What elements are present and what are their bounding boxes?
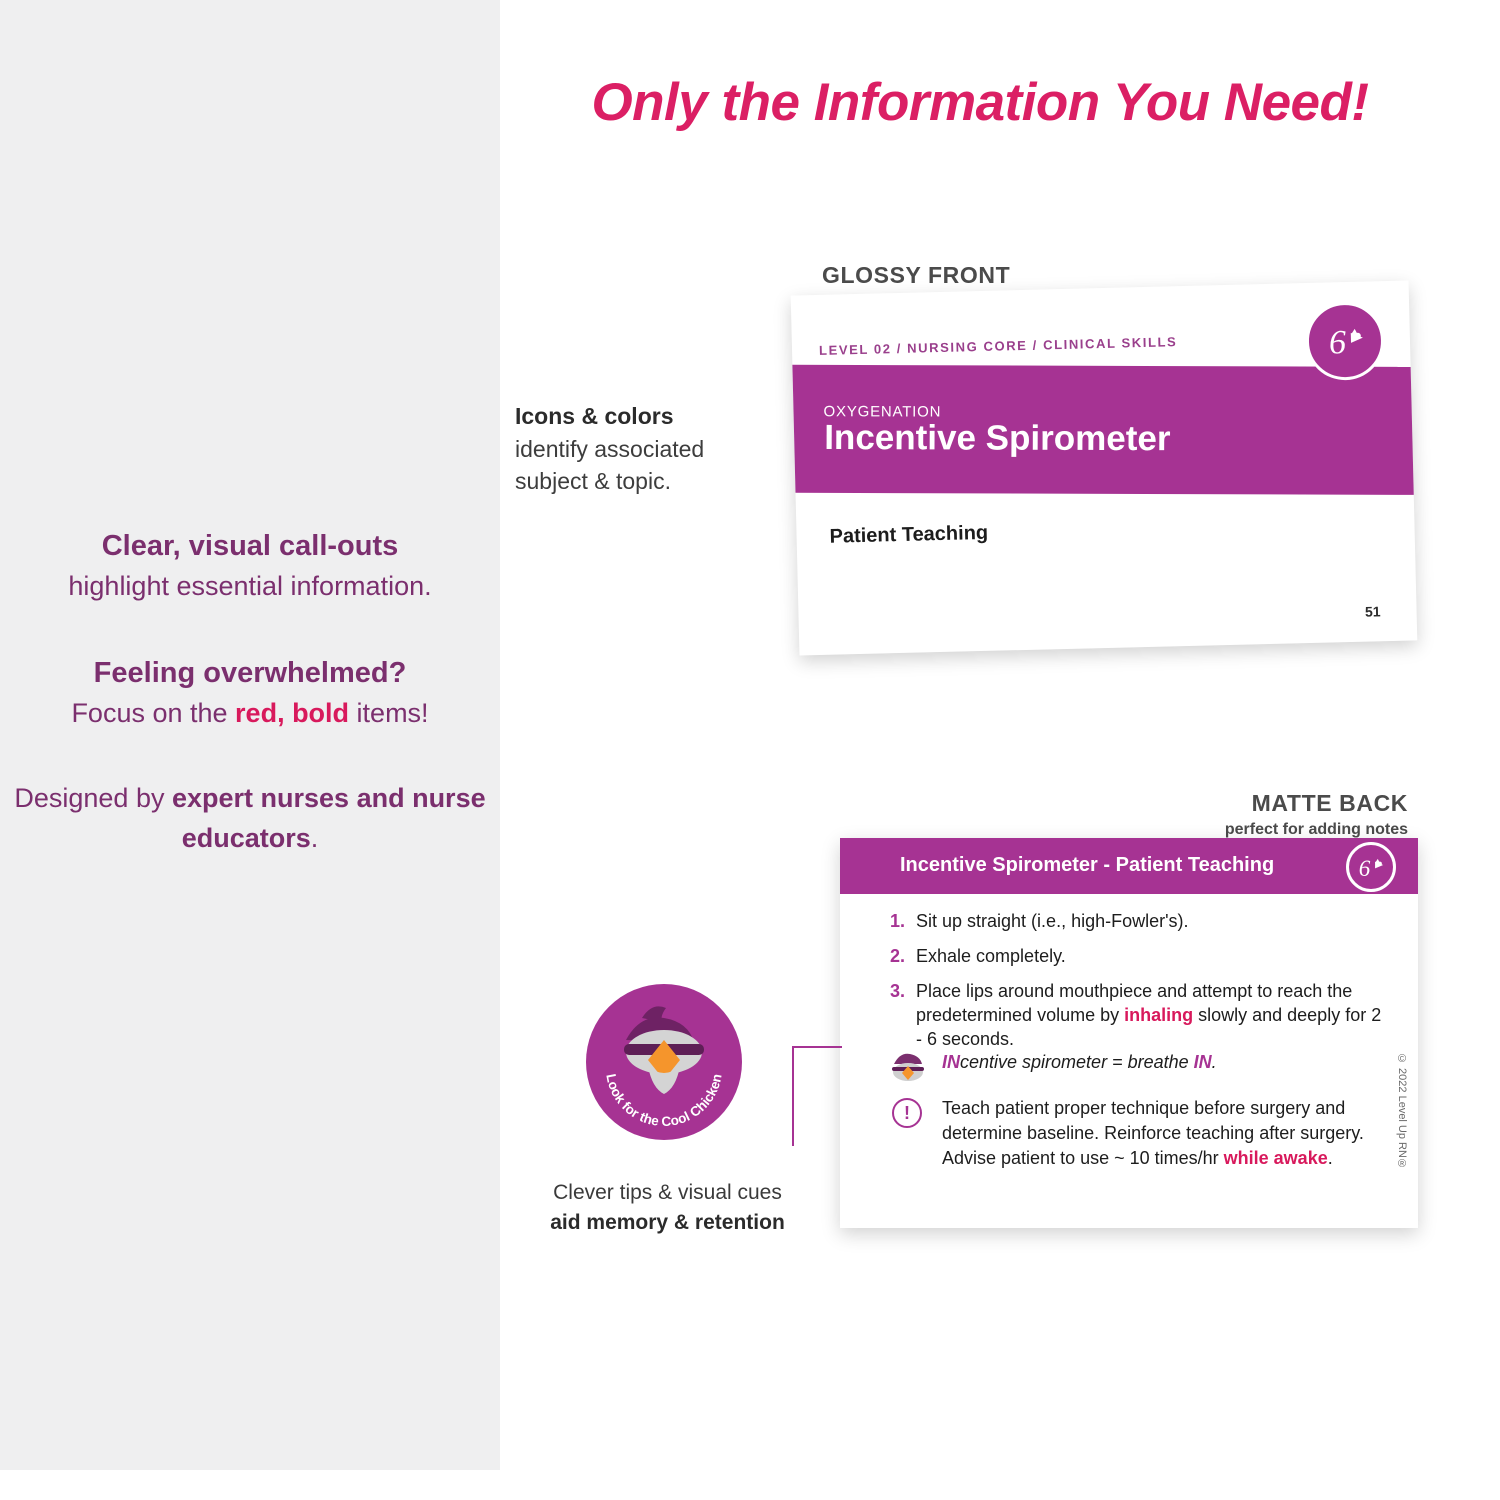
cool-chicken-icon — [886, 1050, 930, 1084]
alert-text-after: . — [1327, 1147, 1333, 1168]
step-number: 3. — [890, 980, 906, 1001]
flashcard-back — [840, 838, 1418, 1228]
page-title: Only the Information You Need! — [591, 73, 1369, 132]
back-header-title: Incentive Spirometer - Patient Teaching — [900, 854, 1275, 876]
mnemonic-in-2: IN — [1193, 1052, 1212, 1072]
svg-text:6: 6 — [1328, 324, 1347, 362]
front-section-label: Patient Teaching — [829, 521, 989, 548]
designed-pre-text: Designed by — [14, 783, 172, 814]
icons-colors-callout — [515, 400, 765, 498]
cool-chicken-badge-icon — [1346, 842, 1396, 892]
step-text-after: slowly and deeply for 2 - 6 seconds. — [916, 1004, 1382, 1049]
cool-chicken-emblem-icon — [580, 978, 748, 1146]
chicken-caption-line1: Clever tips & visual cues — [553, 1181, 782, 1204]
svg-text:Look for the Cool Chicken: Look for the Cool Chicken — [603, 1072, 725, 1130]
back-header-band — [840, 838, 1418, 894]
alert-highlight: while awake — [1223, 1147, 1328, 1168]
steps-list — [890, 910, 1390, 1063]
svg-text:6: 6 — [1358, 854, 1371, 881]
mnemonic-in-1: IN — [942, 1052, 960, 1072]
connector-horizontal — [792, 1046, 842, 1048]
step-highlight: inhaling — [1124, 1004, 1194, 1025]
mnemonic-text — [942, 1052, 1217, 1073]
alert-text-before: Teach patient proper technique before surgery and determine baseline. Reinforce teaching after surgery. Advise patient to use ~ 10 times/hr — [942, 1098, 1364, 1168]
chicken-caption — [520, 1178, 815, 1239]
list-item — [890, 910, 1390, 934]
overwhelmed-post-text: items! — [349, 698, 429, 729]
connector-line — [792, 1046, 842, 1146]
icons-callout-bold: Icons & colors — [515, 403, 674, 429]
chicken-caption-line2: aid memory & retention — [550, 1211, 785, 1235]
glossy-front-label: GLOSSY FRONT — [822, 262, 1011, 288]
overwhelmed-bold-text: Feeling overwhelmed? — [93, 657, 407, 690]
copyright-text: © 2022 Level Up RN® — [1396, 1053, 1408, 1170]
step-text: Sit up straight (i.e., high-Fowler's). — [916, 911, 1189, 931]
front-title: Incentive Spirometer — [824, 417, 1171, 459]
matte-back-sublabel: perfect for adding notes — [1224, 821, 1408, 838]
designed-post-text: . — [310, 822, 319, 853]
step-number: 2. — [890, 945, 906, 966]
flashcard-front — [791, 281, 1418, 656]
front-subject: OXYGENATION — [823, 403, 942, 421]
matte-back-label-block — [1225, 790, 1408, 839]
callouts-paragraph — [10, 525, 490, 606]
mnemonic-row — [886, 1050, 1396, 1089]
overwhelmed-pre-text: Focus on the — [71, 698, 236, 729]
step-text-before: Place lips around mouthpiece and attempt to reach the predetermined volume by — [916, 980, 1353, 1025]
connector-vertical — [792, 1046, 794, 1146]
overwhelmed-red-text: red, bold — [235, 698, 350, 729]
list-item — [890, 945, 1390, 969]
overwhelmed-paragraph — [10, 652, 490, 733]
mnemonic-end: . — [1211, 1052, 1217, 1072]
icons-callout-rest: identify associated subject & topic. — [515, 435, 705, 495]
designed-paragraph — [10, 779, 490, 857]
alert-text — [942, 1096, 1397, 1170]
mnemonic-mid: centive spirometer = breathe — [960, 1052, 1194, 1072]
front-breadcrumb: LEVEL 02 / NURSING CORE / CLINICAL SKILLS — [818, 334, 1178, 358]
list-item — [890, 980, 1390, 1052]
designed-bold-text: expert nurses and nurse educators — [171, 783, 486, 853]
step-text: Exhale completely. — [916, 945, 1066, 966]
front-page-number: 51 — [1364, 603, 1381, 620]
callouts-rest-text: highlight essential information. — [68, 571, 432, 602]
callouts-bold-text: Clear, visual call-outs — [101, 530, 399, 562]
exclamation-circle-icon: ! — [892, 1098, 922, 1128]
left-copy-block — [10, 525, 490, 904]
step-number: 1. — [890, 911, 906, 931]
matte-back-label: MATTE BACK — [1251, 790, 1408, 816]
